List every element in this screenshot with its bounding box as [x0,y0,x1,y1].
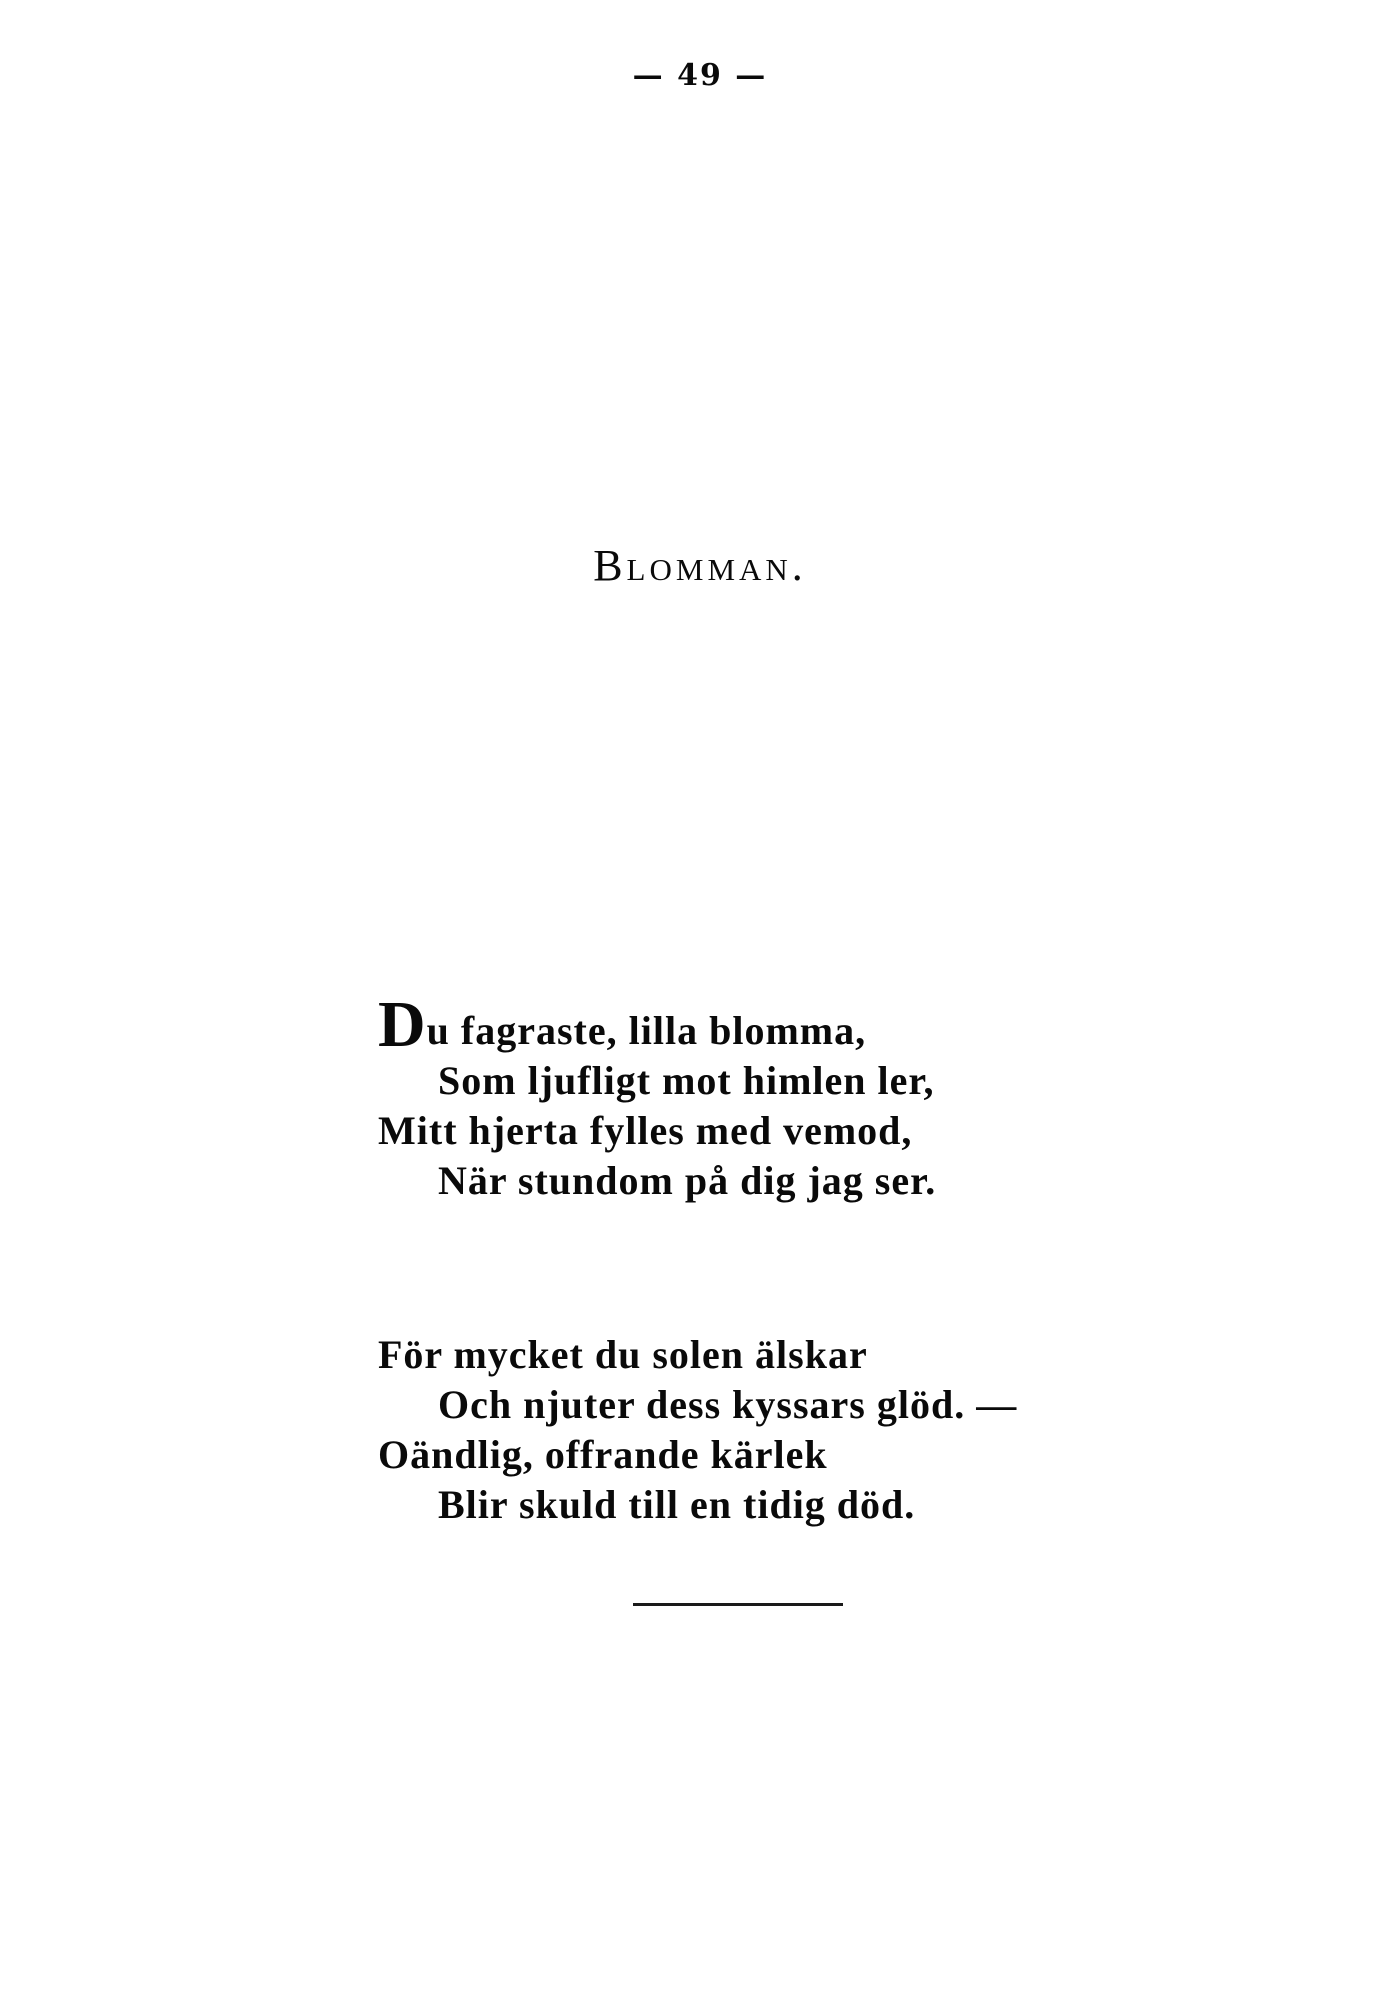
drop-cap: D [378,988,427,1061]
stanza-1 [378,988,1078,1206]
poem-line-2: Som ljufligt mot himlen ler, [438,1058,935,1103]
poem-line-1 [378,988,1078,1061]
poem-line-5: För mycket du solen älskar [378,1332,868,1377]
poem-line-3: Mitt hjerta fylles med vemod, [378,1108,913,1153]
poem-line-4: När stundom på dig jag ser. [438,1158,937,1203]
poem-line-6: Och njuter dess kyssars glöd. — [438,1382,1018,1427]
closing-rule [633,1603,843,1606]
poem-title: Blomman. [593,541,807,590]
poem-line-7: Oändlig, offrande kärlek [378,1432,828,1477]
page-number: — 49 — [632,58,768,93]
poem-line-text: u fagraste, lilla blomma, [426,1008,867,1053]
stanza-2 [378,1330,1078,1530]
poem-line-8: Blir skuld till en tidig död. [438,1482,916,1527]
